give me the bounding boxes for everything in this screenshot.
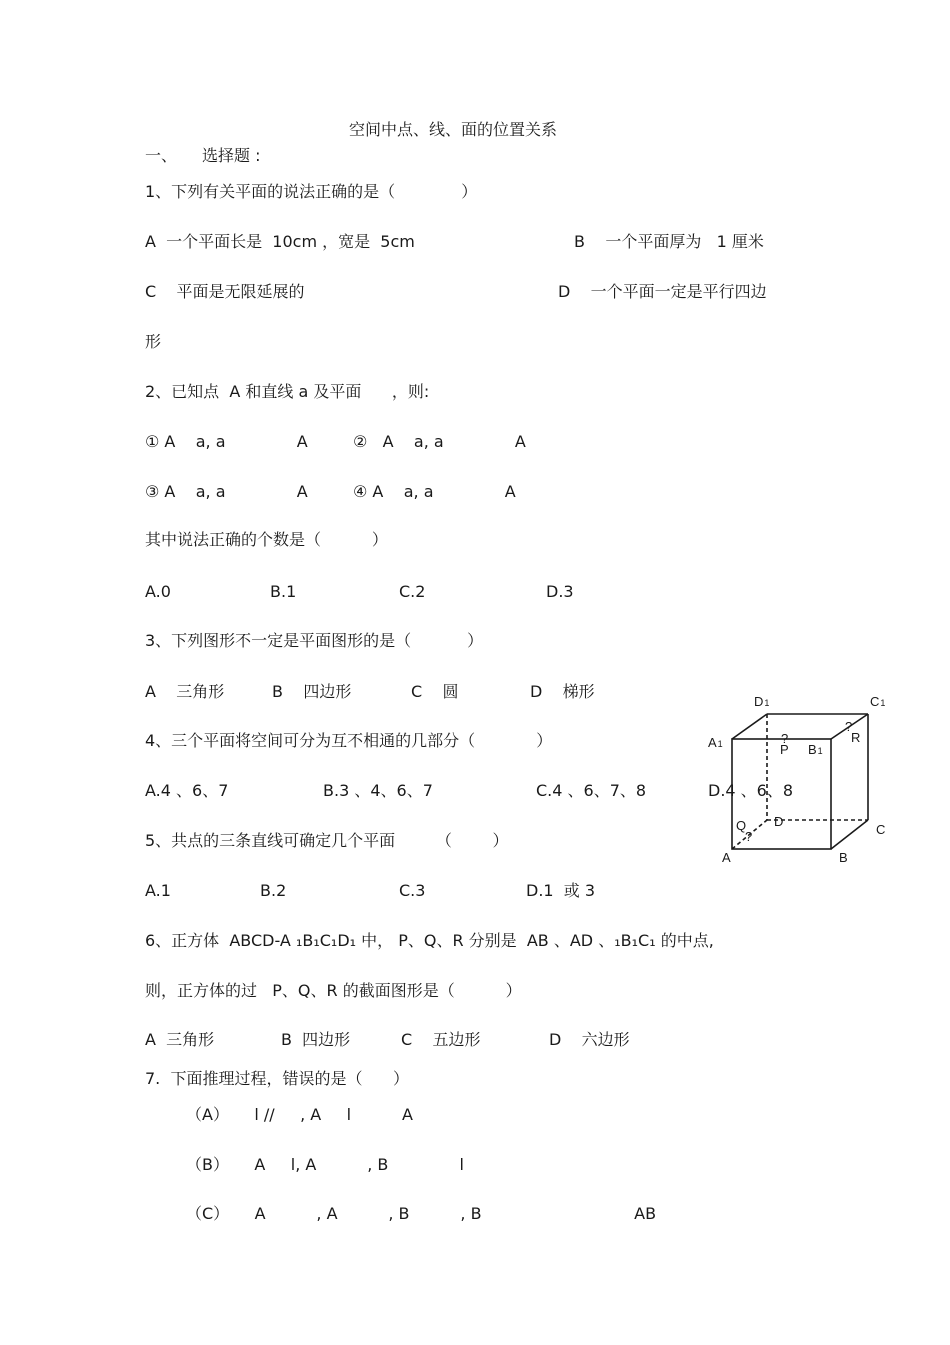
q3-option-b: B 四边形 [272,682,352,701]
q5-option-c: C.3 [399,881,426,900]
q5-option-b: B.2 [260,881,287,900]
q6-option-a: A 三角形 [145,1030,215,1049]
q7-option-a: （A） l // , A l A [186,1105,413,1124]
q1-stem: 1、下列有关平面的说法正确的是（ ） [145,182,478,201]
section-number: 一、 [145,146,178,165]
q1-option-d: D 一个平面一定是平行四边 [558,282,767,301]
q2-statement-2: ② A a, a A [353,432,526,451]
q1-option-a: A 一个平面长是 10cm ，宽是 5cm [145,232,415,251]
q5-option-a: A.1 [145,881,171,900]
q6-option-b: B 四边形 [281,1030,351,1049]
label-c: C [876,822,886,837]
label-q: Q [736,818,747,833]
cube-figure [700,690,900,870]
label-c1: C1 [870,694,886,709]
q2-question: 其中说法正确的个数是（ ） [145,530,388,549]
edge-b-c [831,820,868,849]
label-r: R [851,730,861,745]
q6-option-d: D 六边形 [549,1030,630,1049]
label-b1: B1 [808,742,823,757]
q2-statement-4: ④ A a, a A [353,482,516,501]
q3-stem: 3、下列图形不一定是平面图形的是（ ） [145,631,484,650]
q6-stem-line-2: 则，正方体的过 P、Q、R 的截面图形是（ ） [145,981,522,1000]
q3-option-a: A 三角形 [145,682,225,701]
point-mark-r: ? [845,719,853,734]
edge-a1-d1 [732,714,767,739]
q4-stem: 4、三个平面将空间可分为互不相通的几部分（ ） [145,731,553,750]
q6-option-c: C 五边形 [401,1030,481,1049]
point-mark-p: ? [781,731,789,746]
cube-hidden-edges [732,714,868,849]
q2-option-b: B.1 [270,582,297,601]
label-d: D [774,814,784,829]
q6-stem-line-1: 6、正方体 ABCD-A ₁B₁C₁D₁ 中， P、Q、R 分别是 AB 、AD 、₁B₁C₁ 的中点, [145,931,714,950]
q4-option-a: A.4 、6、7 [145,781,229,800]
q5-stem: 5、共点的三条直线可确定几个平面 （ ） [145,831,509,850]
q2-statement-1: ① A a, a A [145,432,308,451]
q7-stem: 7. 下面推理过程，错误的是（ ） [145,1069,409,1088]
q2-option-a: A.0 [145,582,171,601]
q1-option-c: C 平面是无限延展的 [145,282,305,301]
q2-option-d: D.3 [546,582,574,601]
q2-stem: 2、已知点 A 和直线 a 及平面 ，则: [145,382,430,401]
label-p: P [780,742,789,757]
q2-statement-3: ③ A a, a A [145,482,308,501]
label-d1: D1 [754,694,770,709]
page-title: 空间中点、线、面的位置关系 [349,120,558,139]
q3-option-c: C 圆 [411,682,459,701]
label-b: B [839,850,848,865]
section-heading: 选择题 : [202,146,261,165]
cube-edges [732,714,868,849]
label-a: A [722,850,731,865]
q5-option-d: D.1 或 3 [526,881,596,900]
q4-option-d: D.4 、6、8 [708,781,794,800]
q1-option-d-continued: 形 [145,332,162,351]
q1-option-b: B 一个平面厚为 1 厘米 [574,232,764,251]
point-mark-q: ? [745,829,753,844]
q3-option-d: D 梯形 [530,682,595,701]
q7-option-c: （C） A , A , B , B AB [186,1204,657,1223]
q4-option-b: B.3 、4、6、7 [323,781,433,800]
label-a1: A1 [708,735,723,750]
q2-option-c: C.2 [399,582,426,601]
q4-option-c: C.4 、6、7、8 [536,781,647,800]
q7-option-b: （B） A l, A , B l [186,1155,465,1174]
